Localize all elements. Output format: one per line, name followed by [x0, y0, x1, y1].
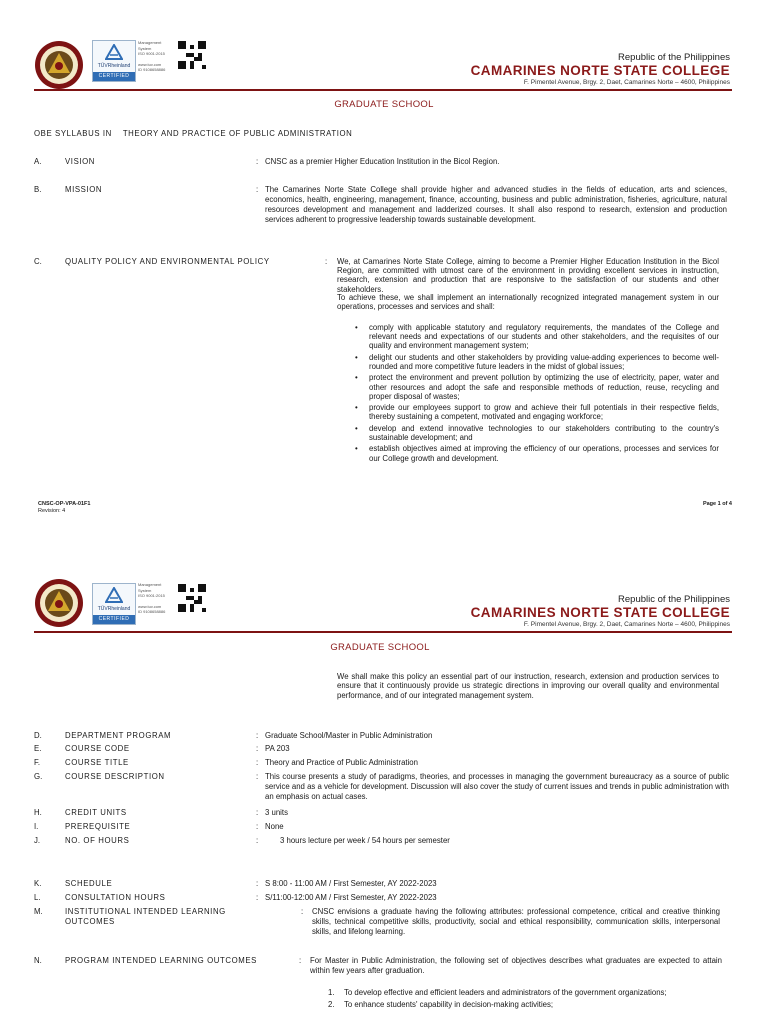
item-letter: J. — [34, 836, 41, 845]
vision-colon: : — [256, 157, 259, 166]
policy-letter: C. — [34, 257, 42, 266]
qr-code-icon — [178, 41, 206, 69]
list-item: 2. To enhance students' capability in decision-making activities; — [328, 1000, 554, 1009]
college-seal-logo — [34, 40, 84, 90]
tuv-name: TÜVRheinland — [97, 606, 131, 612]
prerequisite-value: None — [265, 822, 284, 831]
certification-text: Management System ISO 9001:2015 www.tuv.com ID 9108658886 — [138, 40, 166, 72]
schedule-label: SCHEDULE — [65, 879, 113, 888]
college-seal-logo — [34, 578, 84, 628]
list-item: 1. To develop effective and efficient leaders and administrators of the government organizations; — [328, 988, 667, 997]
document-code: CNSC-OP-VPA-01F1 — [38, 501, 91, 507]
consultation-hours-label: CONSULTATION HOURS — [65, 893, 166, 902]
iilo-label: INSTITUTIONAL INTENDED LEARNING OUTCOMES — [65, 907, 226, 926]
hours-label: NO. OF HOURS — [65, 836, 130, 845]
item-letter: G. — [34, 772, 43, 781]
item-colon: : — [256, 731, 259, 740]
republic-line: Republic of the Philippines — [618, 52, 730, 63]
syllabus-page-2 — [0, 570, 768, 1024]
list-item: • provide our employees support to grow and achieve their full potentials in their respective fields, thereby sustaining a competent, motivated and engaging workforce; — [369, 403, 719, 421]
item-letter: K. — [34, 879, 42, 888]
vision-label: VISION — [65, 157, 96, 166]
list-item: • protect the environment and prevent pollution by optimizing the use of electricity, paper, water and other resources and adopt the safe and responsible methods of reduction, reuse, recycling and proper disposal of wastes; — [369, 373, 719, 401]
republic-line: Republic of the Philippines — [618, 594, 730, 605]
department-program-value: Graduate School/Master in Public Administration — [265, 731, 433, 740]
tuv-triangle-icon — [105, 587, 123, 603]
course-code-value: PA 203 — [265, 744, 290, 753]
syllabus-title: OBE SYLLABUS IN THEORY AND PRACTICE OF PUBLIC ADMINISTRATION — [34, 129, 353, 138]
consultation-hours-value: S/11:00-12:00 AM / First Semester, AY 2022-2023 — [265, 893, 437, 902]
item-letter: F. — [34, 758, 41, 767]
schedule-value: S 8:00 - 11:00 AM / First Semester, AY 2022-2023 — [265, 879, 437, 888]
item-letter: I. — [34, 822, 39, 831]
course-title-value: Theory and Practice of Public Administration — [265, 758, 418, 767]
graduate-school-heading: GRADUATE SCHOOL — [330, 642, 430, 653]
pilo-label: PROGRAM INTENDED LEARNING OUTCOMES — [65, 956, 257, 965]
graduate-school-heading: GRADUATE SCHOOL — [334, 99, 434, 110]
vision-text: CNSC as a premier Higher Education Institution in the Bicol Region. — [265, 157, 500, 166]
credit-units-label: CREDIT UNITS — [65, 808, 127, 817]
item-colon: : — [256, 758, 259, 767]
policy-commitments-list — [369, 323, 719, 465]
mission-label: MISSION — [65, 185, 103, 194]
mission-colon: : — [256, 185, 259, 194]
iilo-value: CNSC envisions a graduate having the following attributes: professional competence, critical and creative thinking skills, technical competitive skills, productivity, social and ethical responsibility, communication skills, interpersonal skills, and lifelong learning. — [312, 907, 720, 936]
item-colon: : — [256, 822, 259, 831]
list-item: • establish objectives aimed at improving the efficiency of our operations, processes and services for our College growth and development. — [369, 444, 719, 462]
tuv-certified-band: CERTIFIED — [93, 615, 135, 624]
vision-letter: A. — [34, 157, 42, 166]
item-colon: : — [256, 879, 259, 888]
mission-letter: B. — [34, 185, 42, 194]
credit-units-value: 3 units — [265, 808, 288, 817]
item-letter: E. — [34, 744, 42, 753]
tuv-certification-badge — [92, 40, 136, 82]
item-letter: L. — [34, 893, 41, 902]
item-colon: : — [256, 808, 259, 817]
item-letter: D. — [34, 731, 42, 740]
college-name: CAMARINES NORTE STATE COLLEGE — [470, 605, 730, 620]
tuv-triangle-icon — [105, 44, 123, 60]
college-address: F. Pimentel Avenue, Brgy. 2, Daet, Camarines Norte – 4600, Philippines — [523, 621, 730, 628]
course-code-label: COURSE CODE — [65, 744, 130, 753]
header-divider — [34, 89, 732, 91]
item-colon: : — [256, 893, 259, 902]
tuv-name: TÜVRheinland — [97, 63, 131, 69]
list-item: • develop and extend innovative technologies to our stakeholders contributing to the country's sustainable development; and — [369, 424, 719, 442]
item-colon: : — [256, 836, 259, 845]
item-letter: M. — [34, 907, 43, 916]
page-gap — [0, 520, 768, 570]
item-colon: : — [256, 772, 259, 781]
mission-text: The Camarines Norte State College shall provide higher and advanced studies in the fields of education, arts and sciences, economics, health, engineering, management, finance, accounting, business and public administration, fisheries, agriculture, natural resources development and management and ladderized courses. It shall also respond to research, extension and production services adherent to progressive leadership towards sustainable development. — [265, 185, 727, 224]
department-program-label: DEPARTMENT PROGRAM — [65, 731, 172, 740]
certification-text: Management System ISO 9001:2015 www.tuv.com ID 9108658886 — [138, 582, 166, 614]
college-address: F. Pimentel Avenue, Brgy. 2, Daet, Camarines Norte – 4600, Philippines — [523, 79, 730, 86]
item-colon: : — [256, 744, 259, 753]
list-item: • delight our students and other stakeholders by providing value-adding experiences to become well-rounded and more competitive future leaders in the midst of global issues; — [369, 353, 719, 371]
page-number: Page 1 of 4 — [702, 501, 732, 507]
tuv-certified-band: CERTIFIED — [93, 72, 135, 81]
item-colon: : — [299, 956, 302, 965]
item-colon: : — [301, 907, 304, 916]
item-letter: H. — [34, 808, 42, 817]
course-title-label: COURSE TITLE — [65, 758, 129, 767]
course-description-value: This course presents a study of paradigms, theories, and processes in managing the government bureaucracy as a source of public service and as a vehicle for development. Discussion will also cover the study of current issues and trends in public administration with an emphasis on actual cases. — [265, 772, 729, 801]
policy-label: QUALITY POLICY AND ENVIRONMENTAL POLICY — [65, 257, 270, 266]
qr-code-icon — [178, 584, 206, 612]
policy-paragraph-1: We, at Camarines Norte State College, aiming to become a Premier Higher Education Institution in the Bicol Region, are committed with utmost care of the environment in providing excellent services in instruction, research, extension and production that are responsive to the satisfaction of our students and other stakeholders. — [337, 257, 719, 294]
policy-paragraph-2: To achieve these, we shall implement an internationally recognized integrated management system in our operations, processes and services and shall: — [337, 293, 719, 312]
list-item: • comply with applicable statutory and regulatory requirements, the mandates of the College and relevant needs and expectations of our students and other stakeholders, and the requisites of our quality and environment management system; — [369, 323, 719, 351]
tuv-certification-badge — [92, 583, 136, 625]
document-revision: Revision: 4 — [38, 508, 66, 514]
course-description-label: COURSE DESCRIPTION — [65, 772, 165, 781]
pilo-value: For Master in Public Administration, the following set of objectives describes what graduates are expected to attain within few years after graduation. — [310, 956, 722, 975]
hours-value: 3 hours lecture per week / 54 hours per semester — [280, 836, 450, 845]
policy-colon: : — [325, 257, 328, 266]
program-outcomes-list — [328, 988, 722, 1012]
college-name: CAMARINES NORTE STATE COLLEGE — [470, 63, 730, 78]
policy-continuation: We shall make this policy an essential part of our instruction, research, extension and production services to ensure that it continuously provide us strategic directions in improving our overall quality and environmental performance, and of our integrated management system. — [337, 672, 719, 700]
item-letter: N. — [34, 956, 42, 965]
prerequisite-label: PREREQUISITE — [65, 822, 131, 831]
header-divider — [34, 631, 732, 633]
